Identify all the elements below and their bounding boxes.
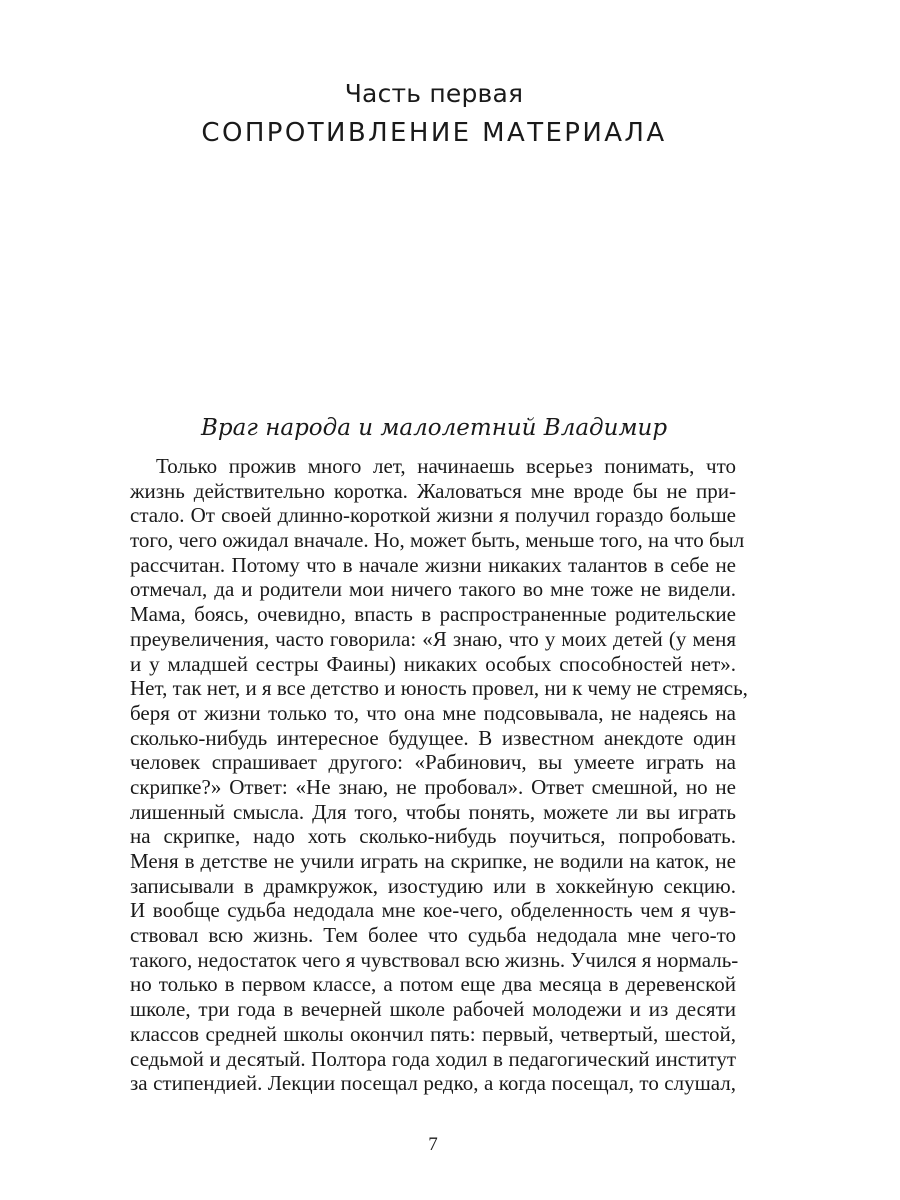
- text-line: рассчитан. Потому что в начале жизни никаких талантов в себе не: [130, 552, 736, 577]
- text-line: жизнь действительно коротка. Жаловаться мне вроде бы не при-: [130, 478, 736, 503]
- text-line: Меня в детстве не учили играть на скрипке, не водили на каток, не: [130, 849, 736, 873]
- text-line: сколько-нибудь интересное будущее. В известном анекдоте один: [130, 725, 736, 750]
- text-line: седьмой и десятый. Полтора года ходил в педагогический институт: [130, 1046, 736, 1071]
- part-label: Часть первая: [344, 79, 524, 108]
- text-line: стало. От своей длинно-короткой жизни я получил гораздо больше: [130, 503, 736, 528]
- text-line: Нет, так нет, и я все детство и юность провел, ни к чему не стремясь,: [130, 676, 748, 701]
- chapter-title: Враг народа и малолетний Владимир: [200, 415, 668, 441]
- text-line: преувеличения, часто говорила: «Я знаю, что у моих детей (у меня: [130, 626, 736, 651]
- text-line: школе, три года в вечерней школе рабочей молодежи и из десяти: [130, 997, 736, 1022]
- text-line: лишенный смысла. Для того, чтобы понять, можете ли вы играть: [130, 799, 736, 824]
- text-line: за стипендией. Лекции посещал редко, а когда посещал, то слушал,: [130, 1071, 736, 1096]
- text-line: Мама, боясь, очевидно, впасть в распространенные родительские: [130, 602, 736, 627]
- text-line: отмечал, да и родители мои ничего такого во мне тоже не видели.: [130, 577, 736, 602]
- text-line: беря от жизни только то, что она мне подсовывала, не надеясь на: [130, 700, 736, 725]
- page-number: 7: [428, 1134, 438, 1155]
- text-line: Только прожив много лет, начинаешь всерьез понимать, что: [156, 454, 736, 478]
- part-title: СОПРОТИВЛЕНИЕ МАТЕРИАЛА: [201, 118, 667, 148]
- text-line: ствовал всю жизнь. Тем более что судьба недодала мне чего-то: [130, 923, 736, 948]
- text-line: записывали в драмкружок, изостудию или в хоккейную секцию.: [130, 873, 736, 898]
- text-line: человек спрашивает другого: «Рабинович, вы умеете играть на: [130, 750, 736, 775]
- text-line: И вообще судьба недодала мне кое-чего, обделенность чем я чув-: [130, 898, 736, 923]
- text-line: такого, недостаток чего я чувствовал всю жизнь. Учился я нормаль-: [130, 947, 739, 972]
- text-line: но только в первом классе, а потом еще два месяца в деревенской: [130, 972, 736, 997]
- text-line: классов средней школы окончил пять: первый, четвертый, шестой,: [130, 1021, 736, 1046]
- text-line: на скрипке, надо хоть сколько-нибудь поучиться, попробовать.: [130, 824, 736, 849]
- text-line: скрипке?» Ответ: «Не знаю, не пробовал». Ответ смешной, но не: [130, 774, 736, 799]
- text-line: и у младшей сестры Фаины) никаких особых способностей нет».: [130, 651, 736, 676]
- body-text: [130, 454, 748, 1096]
- text-line: того, чего ожидал вначале. Но, может быть, меньше того, на что был: [130, 528, 745, 553]
